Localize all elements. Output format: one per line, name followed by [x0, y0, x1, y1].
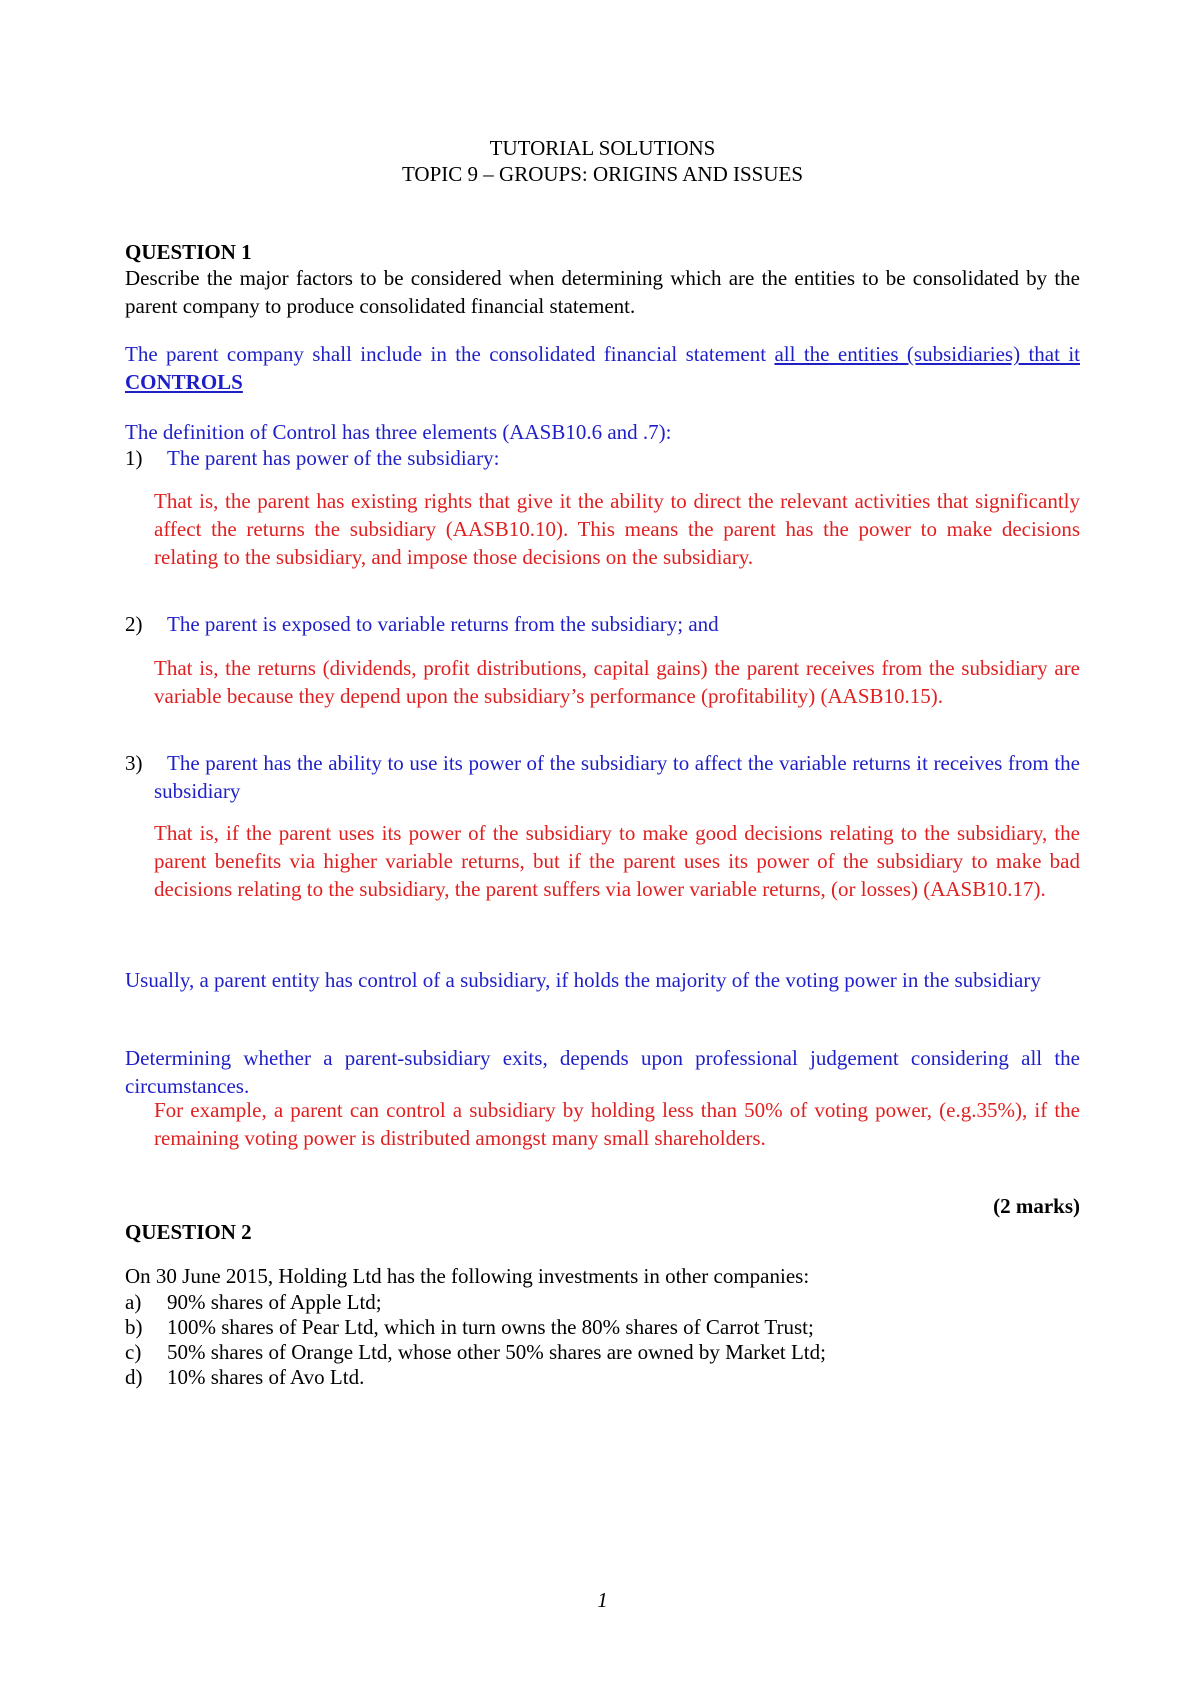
determining-paragraph: Determining whether a parent-subsidiary exits, depends upon professional judgement considering all the circumstances.	[125, 1046, 1080, 1098]
element-3-text: The parent has the ability to use its power of the subsidiary to affect the variable returns it receives from the subsidiary	[154, 751, 1080, 803]
answer-intro	[125, 340, 1080, 396]
element-1-explanation: That is, the parent has existing rights that give it the ability to direct the relevant activities that significantly affect the returns the subsidiary (AASB10.10). This means the parent has the power to make decisions relating to the subsidiary, and impose those decisions on the subsidiary.	[154, 489, 1080, 569]
element-3-explanation: That is, if the parent uses its power of the subsidiary to make good decisions relating to the subsidiary, the parent benefits via higher variable returns, but if the parent uses its power of the subsidiary to make bad decisions relating to the subsidiary, the parent suffers via lower variable returns, (or losses) (AASB10.17).	[154, 821, 1080, 901]
q2-item-d-text: 10% shares of Avo Ltd.	[167, 1365, 365, 1389]
answer-intro-text: The parent company shall include in the consolidated financial statement	[125, 342, 775, 366]
q2-item-b-label: b)	[125, 1315, 143, 1339]
page-number: 1	[597, 1588, 608, 1612]
question-1-text: Describe the major factors to be considered when determining which are the entities to be consolidated by the parent company to produce consolidated financial statement.	[125, 266, 1080, 318]
q2-item-a-text: 90% shares of Apple Ltd;	[167, 1290, 382, 1314]
element-1-number: 1)	[125, 446, 143, 470]
question-1-heading: QUESTION 1	[125, 240, 252, 264]
question-2-heading: QUESTION 2	[125, 1220, 252, 1244]
doc-title: TUTORIAL SOLUTIONS	[489, 136, 716, 160]
q2-item-c-text: 50% shares of Orange Ltd, whose other 50% shares are owned by Market Ltd;	[167, 1340, 826, 1364]
marks: (2 marks)	[993, 1194, 1080, 1218]
element-2-number: 2)	[125, 612, 143, 636]
control-definition: The definition of Control has three elements (AASB10.6 and .7):	[125, 420, 672, 444]
controls-keyword: CONTROLS	[125, 370, 243, 394]
q2-item-d-label: d)	[125, 1365, 143, 1389]
example-paragraph: For example, a parent can control a subsidiary by holding less than 50% of voting power, (e.g.35%), if the remaining voting power is distributed amongst many small shareholders.	[154, 1098, 1080, 1150]
question-2-intro: On 30 June 2015, Holding Ltd has the following investments in other companies:	[125, 1264, 810, 1288]
element-1-text: The parent has power of the subsidiary:	[167, 446, 500, 470]
q2-item-b-text: 100% shares of Pear Ltd, which in turn owns the 80% shares of Carrot Trust;	[167, 1315, 814, 1339]
answer-intro-link-text: all the entities (subsidiaries) that it	[774, 342, 1080, 366]
element-2-text: The parent is exposed to variable returns from the subsidiary; and	[167, 612, 719, 636]
q2-item-c-label: c)	[125, 1340, 142, 1364]
element-3-number: 3)	[125, 751, 143, 775]
element-2-explanation: That is, the returns (dividends, profit distributions, capital gains) the parent receives from the subsidiary are variable because they depend upon the subsidiary’s performance (profitability) (AASB10.15).	[154, 656, 1080, 708]
doc-subtitle: TOPIC 9 – GROUPS: ORIGINS AND ISSUES	[401, 162, 804, 186]
q2-item-a-label: a)	[125, 1290, 142, 1314]
usually-paragraph: Usually, a parent entity has control of a subsidiary, if holds the majority of the voting power in the subsidiary	[125, 968, 1041, 992]
